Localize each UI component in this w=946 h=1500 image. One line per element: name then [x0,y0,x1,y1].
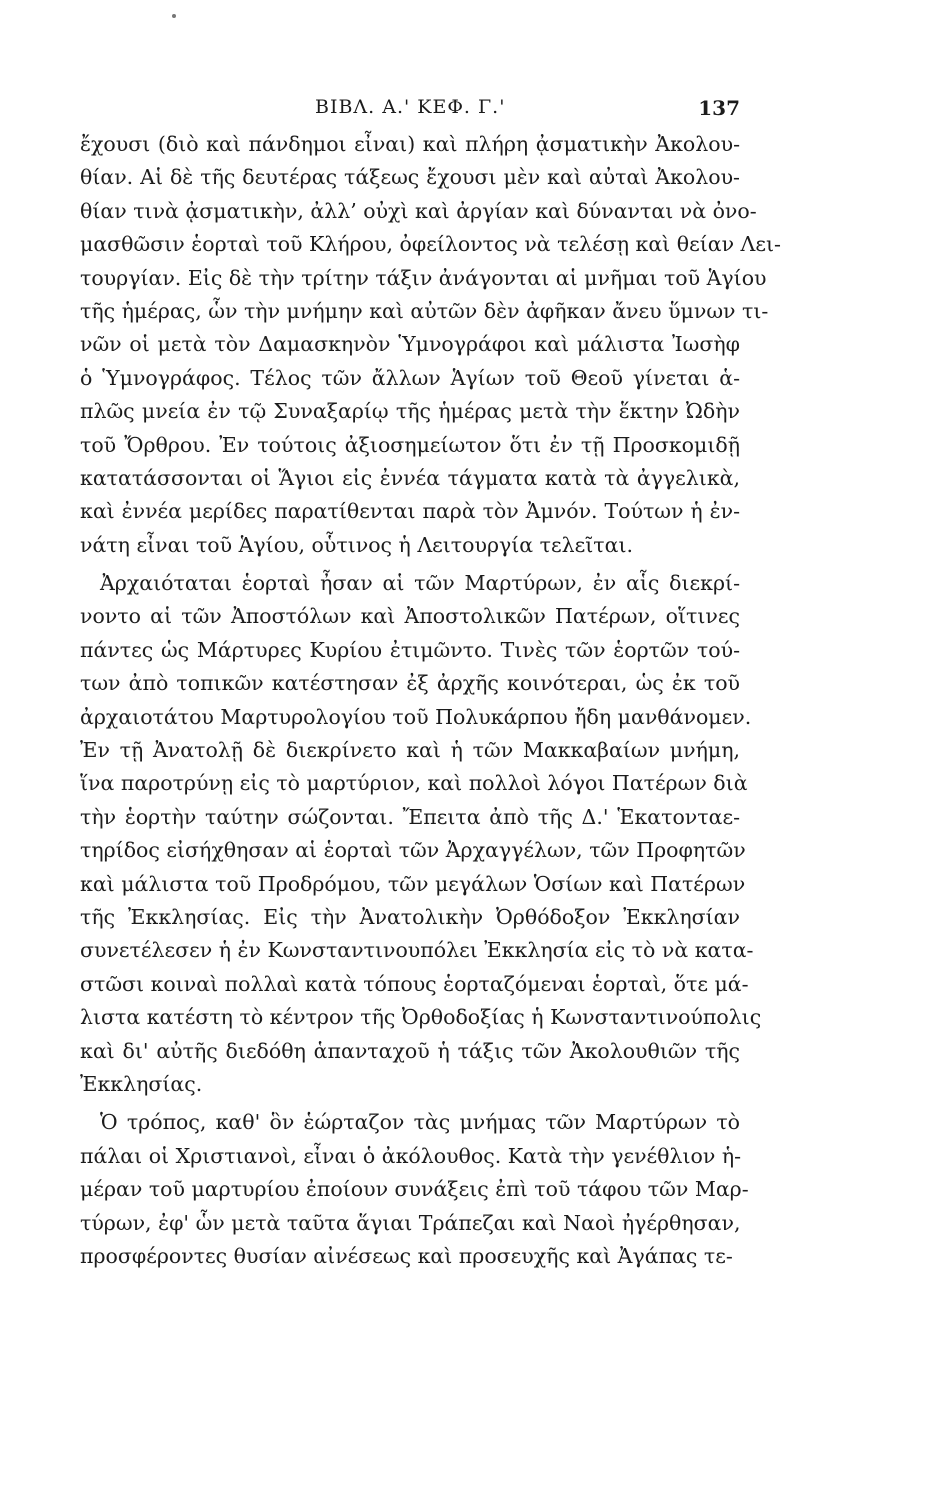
text-line: Ἐν τῇ Ἀνατολῇ δὲ διεκρίνετο καὶ ἡ τῶν Μακκαβαίων μνήμη, [80,738,740,763]
text-line: θίαν. Αἱ δὲ τῆς δευτέρας τάξεως ἔχουσι μὲν καὶ αὐταὶ Ἀκολου- [80,165,740,190]
text-line: τοῦ Ὄρθρου. Ἐν τούτοις ἀξιοσημείωτον ὅτι ἐν τῇ Προσκομιδῇ [80,432,740,457]
paragraph [80,128,781,562]
text-line: ἵνα παροτρύνῃ εἰς τὸ μαρτύριον, καὶ πολλοὶ λόγοι Πατέρων διὰ [80,771,748,796]
text-line: πάλαι οἱ Χριστιανοὶ, εἶναι ὁ ἀκόλουθος. Κατὰ τὴν γενέθλιον ἡ- [80,1143,742,1168]
text-line: νάτη εἶναι τοῦ Ἁγίου, οὗτινος ἡ Λειτουργία τελεῖται. [80,532,633,557]
text-line: ὁ Ὑμνογράφος. Τέλος τῶν ἄλλων Ἁγίων τοῦ Θεοῦ γίνεται ἁ- [80,365,740,390]
text-line: τηρίδος εἰσήχθησαν αἱ ἑορταὶ τῶν Ἀρχαγγέλων, τῶν Προφητῶν [80,838,746,863]
paragraph [80,1106,749,1273]
body-text [80,128,781,1273]
text-line: καὶ ἐννέα μερίδες παρατίθενται παρὰ τὸν Ἀμνόν. Τούτων ἡ ἐν- [80,499,740,524]
text-line: καὶ μάλιστα τοῦ Προδρόμου, τῶν μεγάλων Ὁσίων καὶ Πατέρων [80,871,746,896]
paragraph [80,567,762,1101]
text-line: τῆς Ἐκκλησίας. Εἰς τὴν Ἀνατολικὴν Ὀρθόδοξον Ἐκκλησίαν [80,904,740,929]
text-line: τὴν ἑορτὴν ταύτην σώζονται. Ἔπειτα ἀπὸ τῆς Δ.' Ἑκατονταε- [80,804,740,829]
text-line: ἔχουσι (διὸ καὶ πάνδημοι εἶναι) καὶ πλήρη ᾀσματικὴν Ἀκολου- [80,132,740,156]
text-line: στῶσι κοιναὶ πολλαὶ κατὰ τόπους ἑορταζόμεναι ἑορταὶ, ὅτε μά- [80,971,749,996]
text-line: Ἐκκλησίας. [80,1071,203,1096]
text-line: Ὁ τρόπος, καθ' ὃν ἑώρταζον τὰς μνήμας τῶν Μαρτύρων τὸ [100,1110,740,1135]
text-line: Ἀρχαιόταται ἑορταὶ ἦσαν αἱ τῶν Μαρτύρων, ἐν αἷς διεκρί- [100,571,740,596]
page-number: 137 [698,96,740,120]
text-line: προσφέροντες θυσίαν αἰνέσεως καὶ προσευχῆς καὶ Ἀγάπας τε- [80,1243,733,1268]
text-line: μέραν τοῦ μαρτυρίου ἐποίουν συνάξεις ἐπὶ τοῦ τάφου τῶν Μαρ- [80,1177,749,1202]
text-line: κατατάσσονται οἱ Ἅγιοι εἰς ἐννέα τάγματα κατὰ τὰ ἀγγελικὰ, [80,465,740,490]
text-line: νοντο αἱ τῶν Ἀποστόλων καὶ Ἀποστολικῶν Πατέρων, οἵτινες [80,604,740,629]
text-line: πάντες ὡς Μάρτυρες Κυρίου ἐτιμῶντο. Τινὲς τῶν ἑορτῶν τού- [80,637,740,662]
text-line: τύρων, ἐφ' ὧν μετὰ ταῦτα ἅγιαι Τράπεζαι καὶ Ναοὶ ἠγέρθησαν, [80,1210,741,1235]
text-line: συνετέλεσεν ἡ ἐν Κωνσταντινουπόλει Ἐκκλησία εἰς τὸ νὰ κατα- [80,938,754,963]
text-line: θίαν τινὰ ᾀσματικὴν, ἀλλ’ οὐχὶ καὶ ἀργίαν καὶ δύνανται νὰ ὀνο- [80,198,757,223]
text-line: λιστα κατέστη τὸ κέντρον τῆς Ὀρθοδοξίας ἡ Κωνσταντινούπολις [80,1005,762,1030]
text-line: τουργίαν. Εἰς δὲ τὴν τρίτην τάξιν ἀνάγονται αἱ μνῆμαι τοῦ Ἁγίου [80,265,767,290]
text-line: τῆς ἡμέρας, ὧν τὴν μνήμην καὶ αὐτῶν δὲν ἀφῆκαν ἄνευ ὕμνων τι- [80,298,769,323]
text-line: νῶν οἱ μετὰ τὸν Δαμασκηνὸν Ὑμνογράφοι καὶ μάλιστα Ἰωσὴφ [80,332,740,357]
stray-ink-mark [172,14,176,18]
text-line: των ἀπὸ τοπικῶν κατέστησαν ἐξ ἀρχῆς κοινότεραι, ὡς ἐκ τοῦ [80,671,740,696]
text-line: πλῶς μνεία ἐν τῷ Συναξαρίῳ τῆς ἡμέρας μετὰ τὴν ἕκτην Ὠδὴν [80,399,740,424]
text-line: καὶ δι' αὐτῆς διεδόθη ἁπανταχοῦ ἡ τάξις τῶν Ἀκολουθιῶν τῆς [80,1038,740,1063]
text-line: ἀρχαιοτάτου Μαρτυρολογίου τοῦ Πολυκάρπου ἤδη μανθάνομεν. [80,704,752,729]
running-head: ΒΙΒΛ. Α.' ΚΕΦ. Γ.' [315,96,506,118]
text-line: μασθῶσιν ἑορταὶ τοῦ Κλήρου, ὀφείλοντος νὰ τελέσῃ καὶ θείαν Λει- [80,232,781,257]
